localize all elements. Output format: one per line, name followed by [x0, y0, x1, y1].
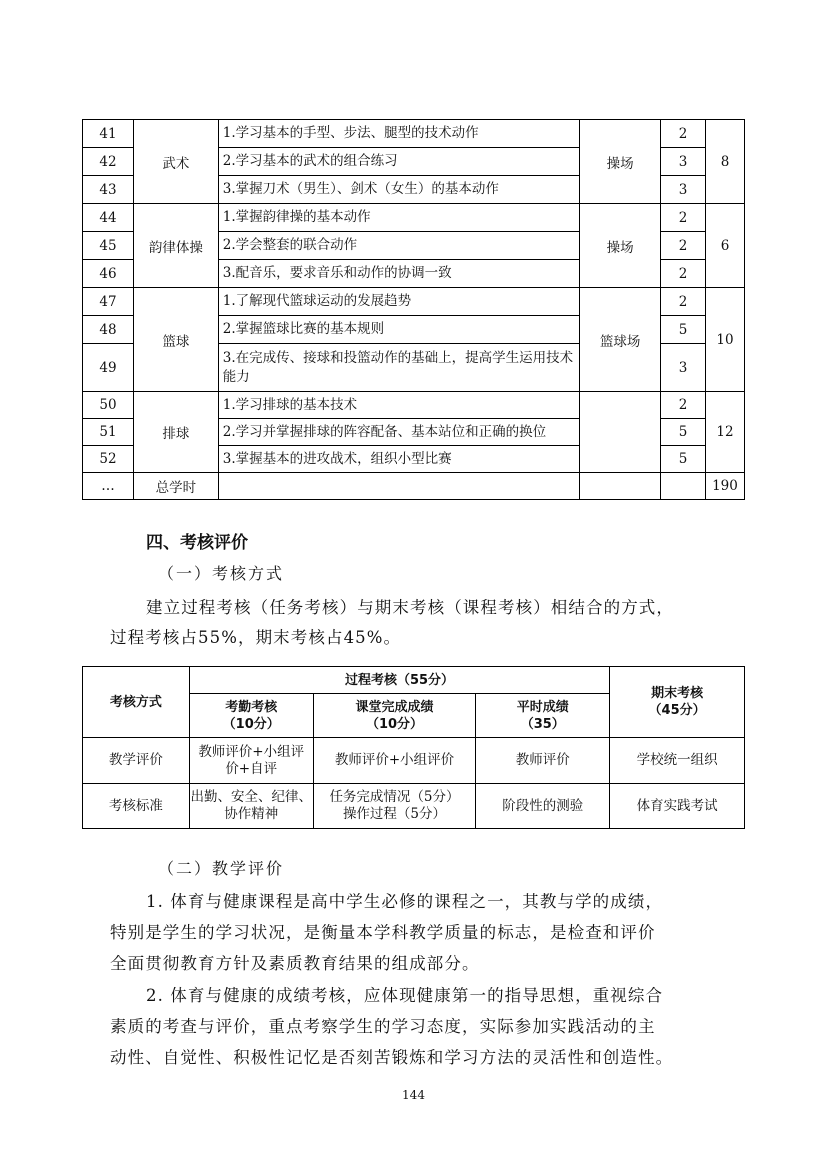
header-regular: 平时成绩 （35）	[476, 694, 610, 738]
content-cell: 1.了解现代篮球运动的发展趋势	[218, 288, 579, 316]
content-cell: 3.配音乐，要求音乐和动作的协调一致	[218, 260, 579, 288]
group-total: 12	[705, 392, 744, 473]
table-row: 考核标准 出勤、安全、纪律、 协作精神 任务完成情况（5分） 操作过程（5分） 阶段性的测验 体育实践考试	[83, 784, 745, 829]
content-cell: 1.学习排球的基本技术	[218, 392, 579, 419]
content-cell: 1.掌握韵律操的基本动作	[218, 204, 579, 232]
header-final: 期末考核 （45分）	[610, 667, 745, 738]
table-row: 47 篮球 1.了解现代篮球运动的发展趋势 篮球场 2 10	[83, 288, 745, 316]
content-cell: 2.学会整套的联合动作	[218, 232, 579, 260]
course-schedule-table	[82, 119, 745, 500]
table-row: 48 2.掌握篮球比赛的基本规则 5	[83, 316, 745, 344]
venue-cell	[580, 392, 661, 473]
group-name: 排球	[133, 392, 218, 473]
table-row: 51 2.学习并掌握排球的阵容配备、基本站位和正确的换位 5	[83, 419, 745, 446]
content-cell: 2.掌握篮球比赛的基本规则	[218, 316, 579, 344]
venue-cell: 操场	[580, 204, 661, 288]
total-row: … 总学时 190	[83, 473, 745, 500]
table-row: 46 3.配音乐，要求音乐和动作的协调一致 2	[83, 260, 745, 288]
table-row: 49 3.在完成传、接球和投篮动作的基础上，提高学生运用技术能力 3	[83, 344, 745, 392]
venue-cell: 操场	[580, 120, 661, 204]
header-method: 考核方式	[83, 667, 190, 738]
content-cell: 2.学习基本的武术的组合练习	[218, 148, 579, 176]
venue-cell: 篮球场	[580, 288, 661, 392]
content-cell: 1.学习基本的手型、步法、腿型的技术动作	[218, 120, 579, 148]
content-cell: 2.学习并掌握排球的阵容配备、基本站位和正确的换位	[218, 419, 579, 446]
group-total: 10	[705, 288, 744, 392]
total-hours: 190	[705, 473, 744, 500]
table-row: 50 排球 1.学习排球的基本技术 2 12	[83, 392, 745, 419]
content-cell: 3.掌握基本的进攻战术，组织小型比赛	[218, 446, 579, 473]
header-classwork: 课堂完成成绩 （10分）	[313, 694, 476, 738]
subsection-heading: （二）教学评价	[158, 859, 285, 878]
table-row: 45 2.学会整套的联合动作 2	[83, 232, 745, 260]
group-name: 武术	[133, 120, 218, 204]
subsection-heading: （一）考核方式	[158, 564, 285, 583]
table-row: 52 3.掌握基本的进攻战术，组织小型比赛 5	[83, 446, 745, 473]
paragraph-line: 素质的考查与评价，重点考察学生的学习态度，实际参加实践活动的主	[110, 1017, 656, 1036]
table-row: 44 韵律体操 1.掌握韵律操的基本动作 操场 2 6	[83, 204, 745, 232]
table-row: 42 2.学习基本的武术的组合练习 3	[83, 148, 745, 176]
content-cell: 3.在完成传、接球和投篮动作的基础上，提高学生运用技术能力	[218, 344, 579, 392]
header-process: 过程考核（55分）	[189, 667, 609, 694]
paragraph-line: 1. 体育与健康课程是高中学生必修的课程之一，其教与学的成绩，	[146, 892, 664, 911]
table-row: 教学评价 教师评价+小组评 价+自评 教师评价+小组评价 教师评价 学校统一组织	[83, 738, 745, 784]
group-total: 8	[705, 120, 744, 204]
group-total: 6	[705, 204, 744, 288]
assessment-table	[82, 666, 745, 829]
page-number: 144	[402, 1088, 425, 1102]
section-heading: 四、考核评价	[146, 533, 248, 553]
paragraph-line: 过程考核占55%，期末考核占45%。	[110, 628, 402, 647]
paragraph-line: 全面贯彻教育方针及素质教育结果的组成部分。	[110, 954, 480, 973]
group-name: 篮球	[133, 288, 218, 392]
paragraph-line: 2. 体育与健康的成绩考核，应体现健康第一的指导思想，重视综合	[146, 986, 664, 1005]
paragraph-line: 建立过程考核（任务考核）与期末考核（课程考核）相结合的方式，	[146, 598, 674, 617]
group-name: 韵律体操	[133, 204, 218, 288]
header-attendance: 考勤考核 （10分）	[189, 694, 313, 738]
table-row: 41 武术 1.学习基本的手型、步法、腿型的技术动作 操场 2 8	[83, 120, 745, 148]
content-cell: 3.掌握刀术（男生）、剑术（女生）的基本动作	[218, 176, 579, 204]
total-label: 总学时	[133, 473, 218, 500]
paragraph-line: 动性、自觉性、积极性记忆是否刻苦锻炼和学习方法的灵活性和创造性。	[110, 1048, 674, 1067]
table-row: 43 3.掌握刀术（男生）、剑术（女生）的基本动作 3	[83, 176, 745, 204]
paragraph-line: 特别是学生的学习状况，是衡量本学科教学质量的标志，是检查和评价	[110, 923, 656, 942]
